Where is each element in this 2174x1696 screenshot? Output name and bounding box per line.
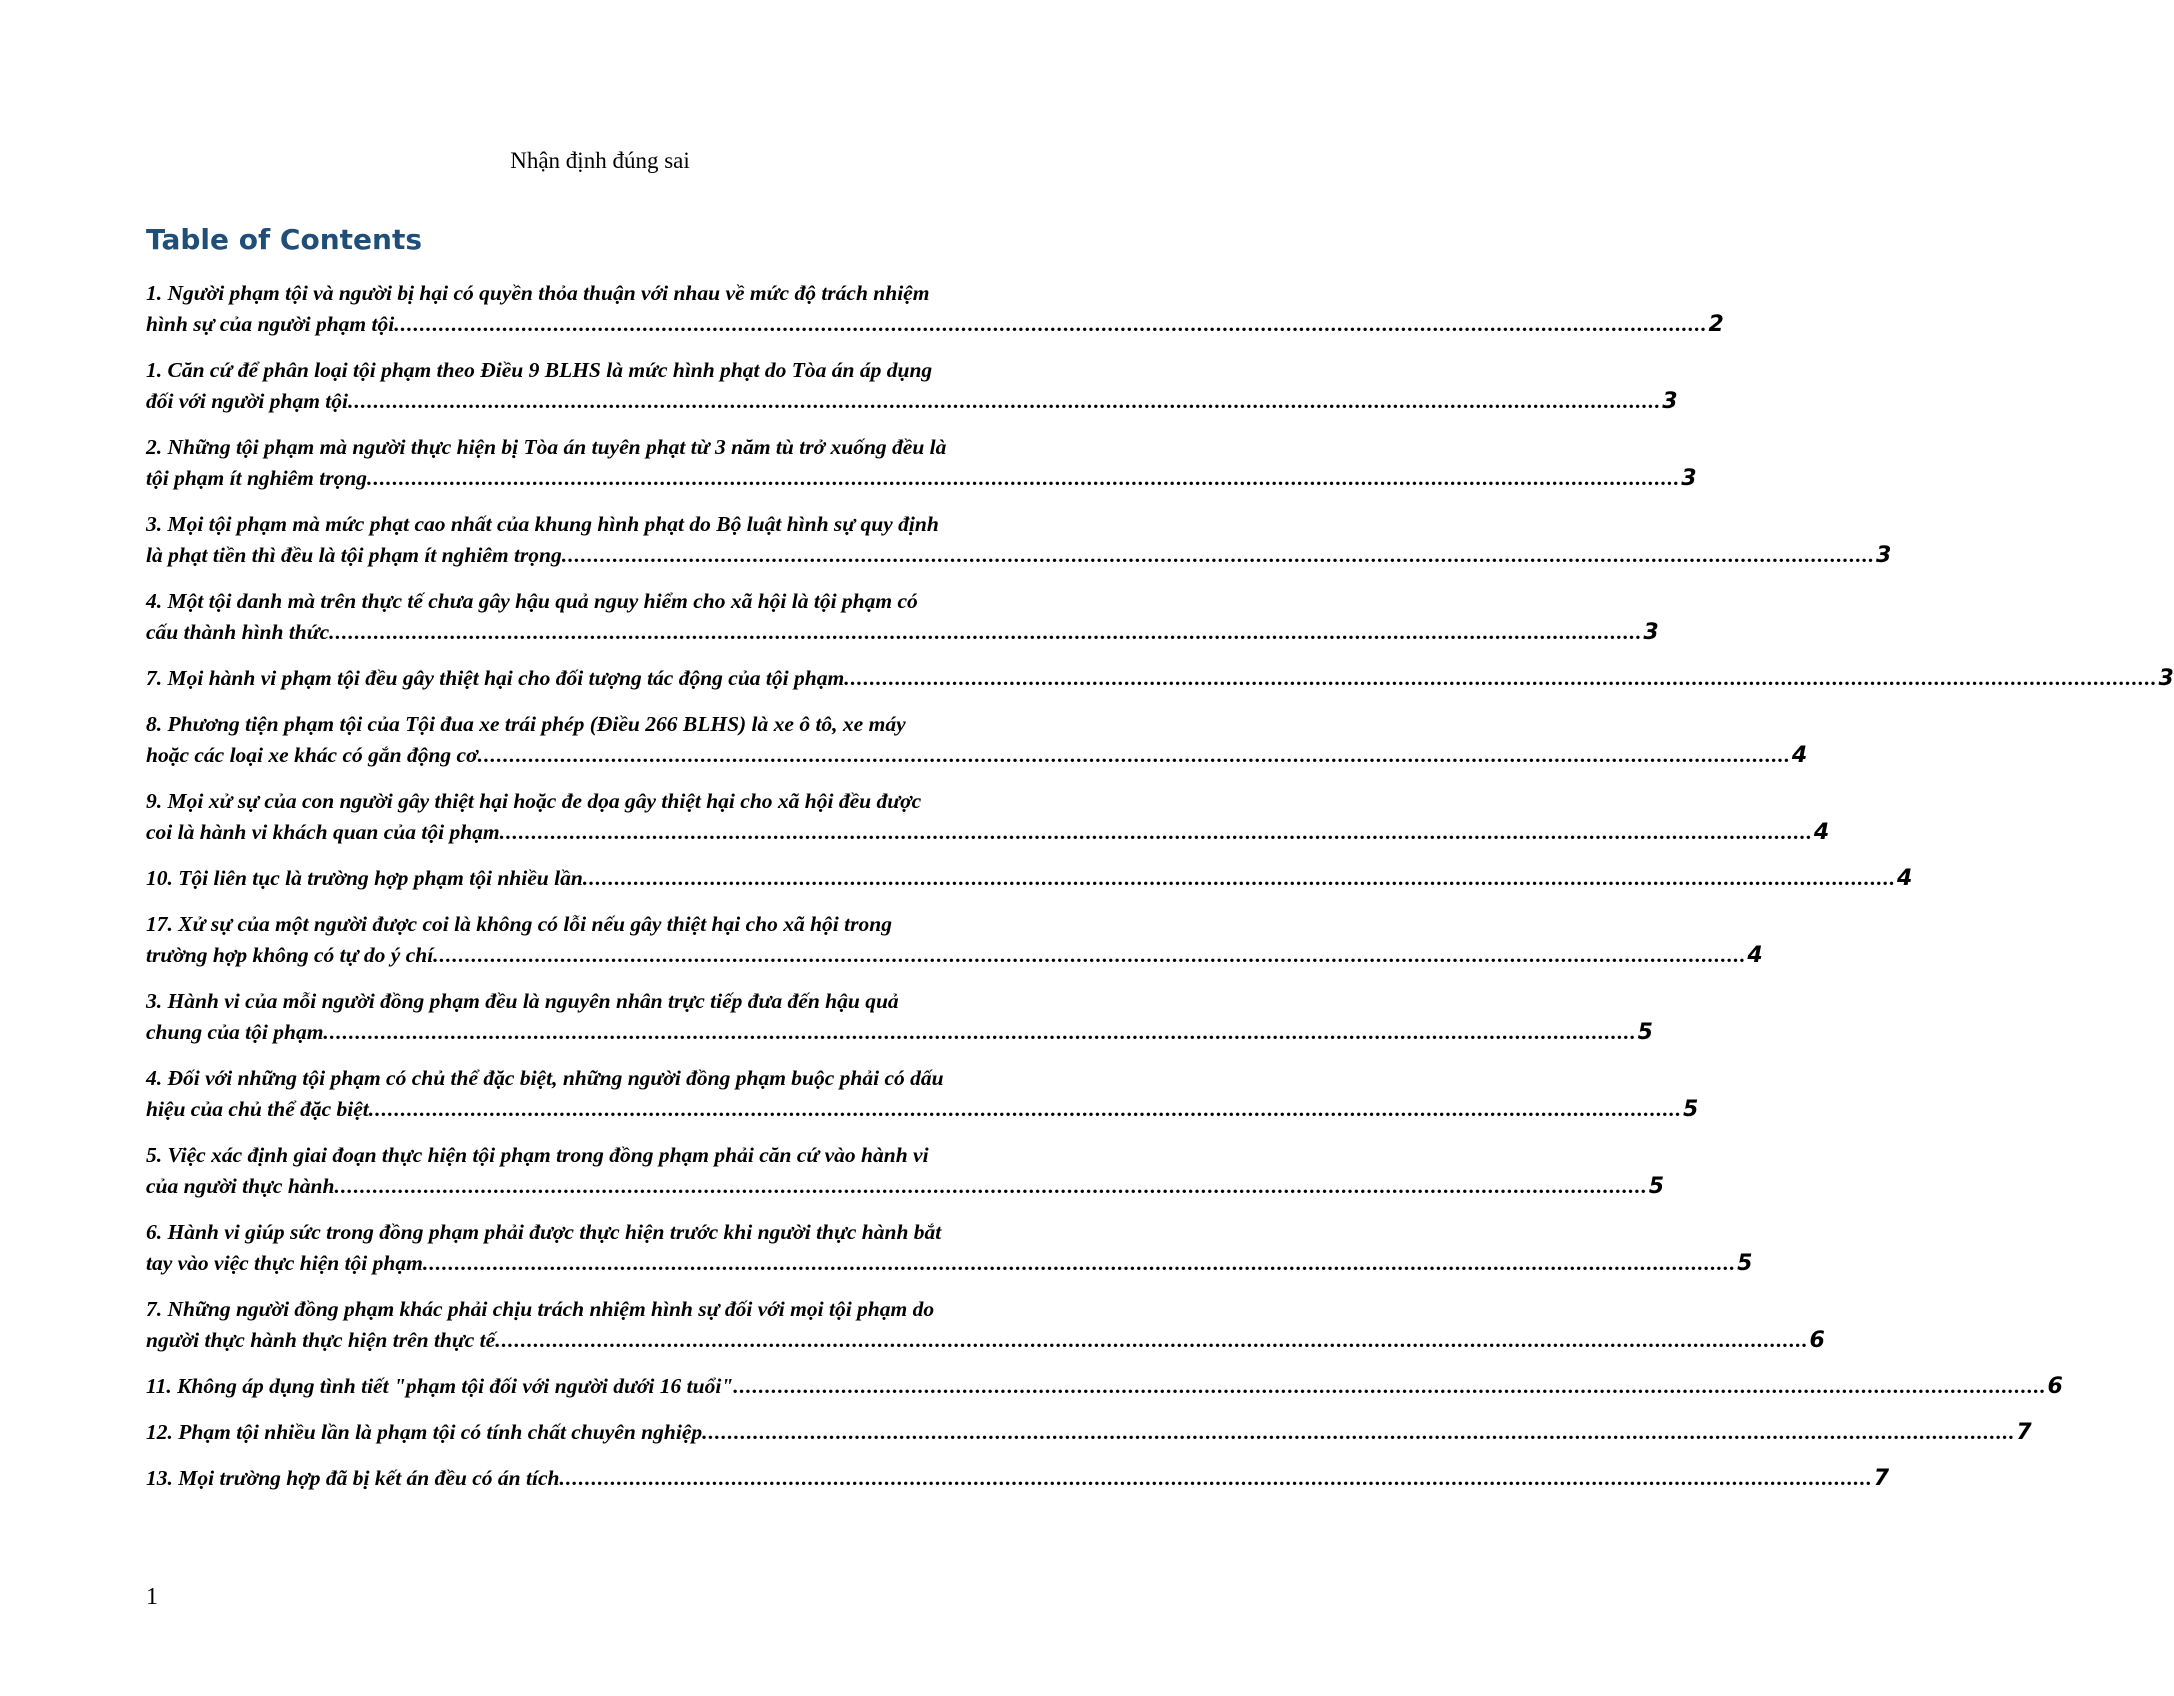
toc-entry-last-line: coi là hành vi khách quan của tội phạm <box>146 820 500 844</box>
toc-entry-first-line: 17. Xử sự của một người được coi là không có lỗi nếu gây thiệt hại cho xã hội trong <box>146 912 892 936</box>
toc-entry-first-line: 1. Người phạm tội và người bị hại có quyền thỏa thuận với nhau về mức độ trách nhiệm <box>146 281 930 305</box>
toc-entry-last-line: hiệu của chủ thể đặc biệt <box>146 1097 369 1121</box>
dot-leader <box>583 863 1896 894</box>
toc-entry-last-line: hoặc các loại xe khác có gắn động cơ <box>146 743 478 767</box>
toc-entry[interactable] <box>146 709 1808 771</box>
toc-page-number: 4 <box>1897 866 1913 891</box>
toc-entry-last-line: cấu thành hình thức <box>146 620 330 644</box>
toc-entry-first-line: 3. Hành vi của mỗi người đồng phạm đều là nguyên nhân trực tiếp đưa đến hậu quả <box>146 989 899 1013</box>
toc-page-number: 4 <box>1747 943 1763 968</box>
dot-leader <box>478 740 1791 771</box>
toc-entry-last-line: 13. Mọi trường hợp đã bị kết án đều có án tích <box>146 1466 560 1490</box>
dot-leader <box>348 386 1661 417</box>
toc-entry-first-line: 1. Căn cứ để phân loại tội phạm theo Điều 9 BLHS là mức hình phạt do Tòa án áp dụng <box>146 358 933 382</box>
footer-page-number: 1 <box>146 1584 158 1610</box>
dot-leader <box>562 540 1875 571</box>
toc-heading: Table of Contents <box>146 223 423 256</box>
toc-entry-first-line: 2. Những tội phạm mà người thực hiện bị Tòa án tuyên phạt từ 3 năm tù trở xuống đều là <box>146 435 947 459</box>
dot-leader <box>500 817 1813 848</box>
toc-entry[interactable] <box>146 909 1763 971</box>
dot-leader <box>559 1463 1872 1494</box>
dot-leader <box>367 463 1680 494</box>
toc-entry-last-line: tay vào việc thực hiện tội phạm <box>146 1251 423 1275</box>
toc-entry[interactable] <box>146 1417 2032 1448</box>
toc-page-number: 5 <box>1737 1251 1753 1276</box>
table-of-contents <box>146 278 2174 1509</box>
toc-entry-first-line: 4. Đối với những tội phạm có chủ thể đặc biệt, những người đồng phạm buộc phải có dấu <box>146 1066 944 1090</box>
toc-entry-last-line: của người thực hành <box>146 1174 335 1198</box>
dot-leader <box>334 1171 1647 1202</box>
toc-entry-first-line: 3. Mọi tội phạm mà mức phạt cao nhất của khung hình phạt do Bộ luật hình sự quy định <box>146 512 939 536</box>
toc-page-number: 4 <box>1813 820 1830 845</box>
toc-entry[interactable] <box>146 1371 2063 1402</box>
toc-entry[interactable] <box>146 1294 1825 1356</box>
toc-page-number: 5 <box>1648 1174 1665 1199</box>
toc-entry-first-line: 9. Mọi xử sự của con người gây thiệt hại hoặc đe dọa gây thiệt hại cho xã hội đều được <box>146 789 922 813</box>
toc-entry-first-line: 8. Phương tiện phạm tội của Tội đua xe trái phép (Điều 266 BLHS) là xe ô tô, xe máy <box>146 712 906 736</box>
dot-leader <box>423 1248 1736 1279</box>
toc-page-number: 3 <box>1662 389 1678 414</box>
toc-entry-last-line: trường hợp không có tự do ý chí <box>146 943 434 967</box>
toc-entry-last-line: đối với người phạm tội <box>146 389 349 413</box>
toc-entry[interactable] <box>146 1063 1699 1125</box>
toc-entry[interactable] <box>146 278 1724 340</box>
toc-entry[interactable] <box>146 1217 1753 1279</box>
toc-entry[interactable] <box>146 509 1892 571</box>
toc-entry[interactable] <box>146 586 1659 648</box>
toc-entry[interactable] <box>146 1140 1665 1202</box>
toc-page-number: 6 <box>2047 1374 2063 1399</box>
toc-entry[interactable] <box>146 432 1697 494</box>
toc-entry-last-line: chung của tội phạm <box>146 1020 324 1044</box>
toc-entry-first-line: 6. Hành vi giúp sức trong đồng phạm phải được thực hiện trước khi người thực hành bắt <box>146 1220 942 1244</box>
toc-entry-last-line: 7. Mọi hành vi phạm tội đều gây thiệt hại cho đối tượng tác động của tội phạm <box>146 666 845 690</box>
toc-entry-first-line: 7. Những người đồng phạm khác phải chịu trách nhiệm hình sự đối với mọi tội phạm do <box>146 1297 935 1321</box>
toc-page-number: 7 <box>2016 1420 2032 1445</box>
toc-entry-first-line: 4. Một tội danh mà trên thực tế chưa gây hậu quả nguy hiểm cho xã hội là tội phạm có <box>146 589 918 613</box>
toc-entry[interactable] <box>146 1463 1890 1494</box>
dot-leader <box>369 1094 1682 1125</box>
toc-entry-last-line: người thực hành thực hiện trên thực tế <box>146 1328 496 1352</box>
toc-page-number: 3 <box>2158 666 2174 691</box>
toc-entry-last-line: 11. Không áp dụng tình tiết "phạm tội đối với người dưới 16 tuổi" <box>146 1374 734 1398</box>
toc-entry[interactable] <box>146 786 1830 848</box>
dot-leader <box>702 1417 2015 1448</box>
dot-leader <box>733 1371 2046 1402</box>
dot-leader <box>495 1325 1808 1356</box>
toc-entry[interactable] <box>146 986 1653 1048</box>
dot-leader <box>323 1017 1636 1048</box>
dot-leader <box>329 617 1642 648</box>
toc-page-number: 5 <box>1637 1020 1653 1045</box>
toc-entry-last-line: hình sự của người phạm tội <box>146 312 395 336</box>
dot-leader <box>844 663 2157 694</box>
toc-entry[interactable] <box>146 355 1678 417</box>
toc-entry-last-line: 10. Tội liên tục là trường hợp phạm tội nhiều lần <box>146 866 583 890</box>
toc-entry-first-line: 5. Việc xác định giai đoạn thực hiện tội phạm trong đồng phạm phải căn cứ vào hành vi <box>146 1143 929 1167</box>
document-title: Nhận định đúng sai <box>510 148 690 173</box>
toc-entry-last-line: tội phạm ít nghiêm trọng <box>146 466 368 490</box>
toc-entry-last-line: là phạt tiền thì đều là tội phạm ít nghiêm trọng <box>146 543 562 567</box>
dot-leader <box>433 940 1746 971</box>
toc-page-number: 2 <box>1708 312 1724 337</box>
toc-page-number: 6 <box>1809 1328 1825 1353</box>
toc-page-number: 3 <box>1643 620 1659 645</box>
dot-leader <box>394 309 1707 340</box>
toc-page-number: 3 <box>1681 466 1697 491</box>
toc-page-number: 5 <box>1683 1097 1699 1122</box>
toc-entry[interactable] <box>146 663 2174 694</box>
toc-page-number: 7 <box>1873 1466 1890 1491</box>
toc-page-number: 3 <box>1876 543 1892 568</box>
toc-entry-last-line: 12. Phạm tội nhiều lần là phạm tội có tính chất chuyên nghiệp <box>146 1420 703 1444</box>
toc-entry[interactable] <box>146 863 1913 894</box>
toc-page-number: 4 <box>1791 743 1808 768</box>
